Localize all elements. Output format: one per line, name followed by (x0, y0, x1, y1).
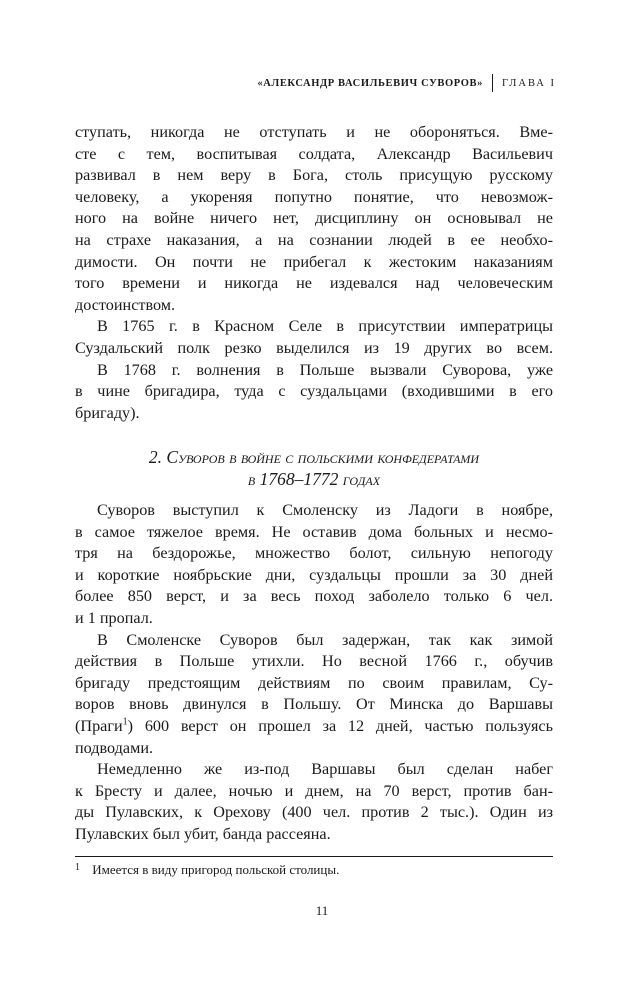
section-heading (75, 446, 553, 490)
text-line: достоинством. (75, 295, 176, 314)
text-line: Суворов выступил к Смоленску из Ладоги в ноябре, (97, 501, 553, 519)
text-line: бригаду предстоящим действиям по своим правилам, Су- (75, 673, 553, 692)
footnote (75, 861, 339, 879)
text-line: Пулавских был убит, банда рассеяна. (75, 824, 331, 843)
running-head (257, 74, 556, 92)
footnote-rule (75, 856, 553, 857)
footnote-mark: 1 (75, 862, 80, 873)
text-line: В Смоленске Суворов был задержан, так как зимой (97, 630, 553, 649)
running-head-book-title: «АЛЕКСАНДР ВАСИЛЬЕВИЧ СУВОРОВ» (257, 77, 483, 89)
text-line: того времени и никогда не издевался над человеческим (75, 274, 553, 293)
page-number: 11 (315, 903, 329, 918)
text-line: тря на бездорожье, множество болот, сильную непогоду (75, 544, 553, 563)
text-line: действия в Польше утихли. Но весной 1766 г., обучив (75, 652, 553, 671)
section-heading-line-1 (75, 446, 553, 468)
text-line: и 1 пропал. (75, 608, 153, 627)
text-line: ступать, никогда не отступать и не обороняться. Вме- (75, 123, 553, 141)
footnote-text: Имеется в виду пригород польской столицы. (92, 862, 340, 877)
text-line: в чине бригадира, туда с суздальцами (входившими в его (75, 382, 553, 401)
text-line: В 1765 г. в Красном Селе в присутствии императрицы (97, 317, 553, 336)
text-line: В 1768 г. волнения в Польше вызвали Суворова, уже (97, 360, 553, 379)
text-line: развивал в нем веру в Бога, столь присущую русскому (75, 166, 553, 185)
text-fragment: (Праги (75, 716, 123, 735)
text-line: ды Пулавских, к Орехову (400 чел. против 2 тыс.). Один из (75, 803, 553, 822)
section-heading-line-2: в 1768–1772 годах (247, 469, 381, 489)
text-block-top (75, 122, 553, 424)
text-line: к Бресту и далее, ночью и днем, на 70 верст, против бан- (75, 781, 553, 800)
text-fragment: ) 600 верст он прошел за 12 дней, частью пользуясь (127, 716, 553, 735)
text-line: человеку, а укореняя попутно понятие, что невозмож- (75, 187, 553, 206)
text-line: и короткие ноябрьские дни, суздальцы прошли за 30 дней (75, 565, 553, 584)
running-head-divider (492, 74, 493, 92)
text-line: Суздальский полк резко выделился из 19 других во всем. (75, 338, 553, 357)
text-block-bottom (75, 500, 553, 846)
text-line: в самое тяжелое время. Не оставив дома больных и несмо- (75, 522, 553, 541)
running-head-chapter: ГЛАВА I (501, 77, 556, 89)
text-line: сте с тем, воспитывая солдата, Александр Васильевич (75, 144, 553, 163)
section-number: 2. (148, 447, 163, 467)
text-line: на страхе наказания, а на сознании людей в ее необхо- (75, 230, 553, 249)
text-line: подводами. (75, 738, 154, 757)
footnote-reference: 1 (122, 716, 128, 728)
text-line: более 850 верст, и за весь поход заболело только 6 чел. (75, 587, 553, 606)
text-line-with-footnote (75, 716, 553, 738)
text-line: димости. Он почти не прибегал к жестоким наказаниям (75, 252, 553, 271)
section-title-part-1: Суворов в войне с польскими конфедератами (166, 447, 480, 467)
text-line: воров вновь двинулся в Польшу. От Минска до Варшавы (75, 695, 553, 714)
text-line: бригаду). (75, 403, 140, 422)
text-line: ного на войне ничего нет, дисциплину он основывал не (75, 209, 553, 228)
text-line: Немедленно же из-под Варшавы был сделан набег (97, 760, 553, 779)
